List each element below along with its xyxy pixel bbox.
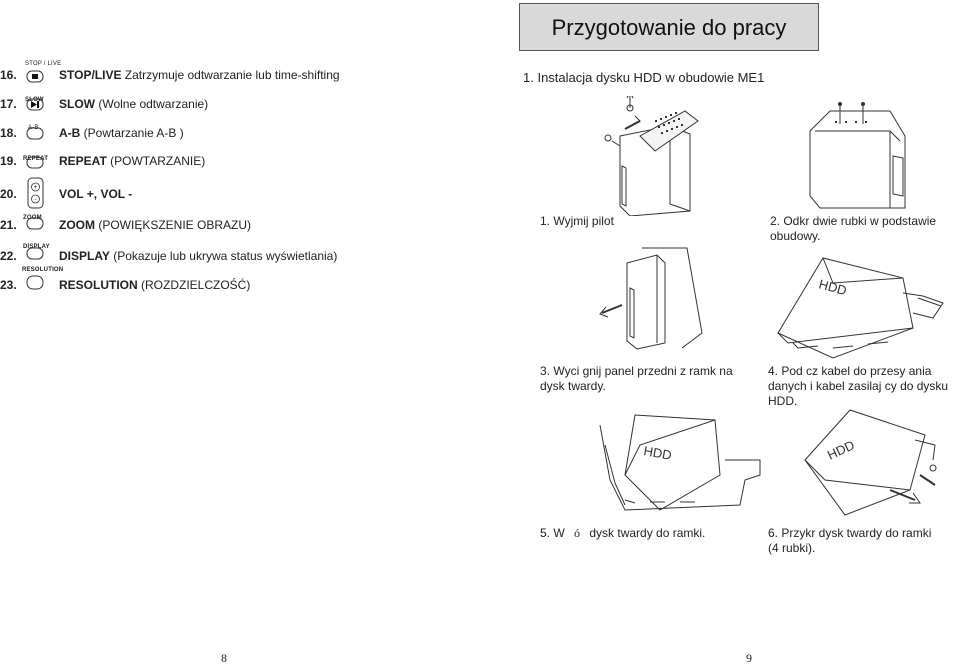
figure-insert-disk bbox=[595, 405, 770, 520]
icon-caption: REPEAT bbox=[23, 156, 49, 162]
page-number: 8 bbox=[221, 651, 227, 665]
item-label: REPEAT bbox=[59, 154, 107, 168]
item-number: 22. bbox=[0, 249, 17, 263]
item-number: 20. bbox=[0, 187, 17, 201]
caption-step-1: 1. Wyjmij pilot bbox=[540, 214, 614, 228]
list-item bbox=[0, 122, 500, 144]
caption-step-2-cont: obudowy. bbox=[770, 229, 821, 243]
item-label: VOL +, VOL - bbox=[59, 187, 133, 201]
icon-caption: STOP / LIVE bbox=[25, 61, 62, 67]
item-label: DISPLAY bbox=[59, 249, 110, 263]
item-number: 23. bbox=[0, 278, 17, 292]
list-item bbox=[0, 267, 500, 296]
svg-text:-: - bbox=[34, 197, 37, 203]
item-label: SLOW bbox=[59, 97, 95, 111]
item-description: (Powtarzanie A-B ) bbox=[80, 126, 184, 140]
slow-button-icon bbox=[22, 93, 48, 115]
caption-step-3: 3. Wyci gnij panel przedni z ramk na bbox=[540, 364, 733, 378]
item-description: (POWIĘKSZENIE OBRAZU) bbox=[95, 218, 252, 232]
hdd-label: HDD bbox=[642, 443, 673, 463]
item-label: STOP/LIVE bbox=[59, 68, 122, 82]
icon-caption: A-B bbox=[28, 125, 39, 131]
svg-text:+: + bbox=[33, 185, 38, 191]
figure-screw-disk bbox=[795, 405, 945, 520]
item-description: Zatrzymuje odtwarzanie lub time-shifting bbox=[121, 68, 340, 82]
item-description: (ROZDZIELCZOŚĆ) bbox=[137, 278, 251, 292]
caption-step-5-start: 5. W bbox=[540, 526, 565, 540]
item-description: (Pokazuje lub ukrywa status wyświetlania) bbox=[109, 249, 338, 263]
figure-pull-front-panel bbox=[597, 243, 707, 353]
item-label: A-B bbox=[59, 126, 81, 140]
item-number: 17. bbox=[0, 97, 17, 111]
item-text bbox=[59, 214, 251, 236]
list-item bbox=[0, 61, 500, 86]
item-text bbox=[59, 93, 208, 115]
icon-caption: RESOLUTION bbox=[22, 267, 64, 273]
caption-step-5 bbox=[540, 526, 705, 541]
item-description: (POWTARZANIE) bbox=[106, 154, 206, 168]
icon-caption: DISPLAY bbox=[23, 244, 50, 250]
caption-step-5-glyph: ó bbox=[574, 526, 581, 540]
hdd-label: HDD bbox=[817, 276, 849, 299]
caption-step-4-cont: danych i kabel zasilaj cy do dysku bbox=[768, 379, 949, 393]
caption-step-5-end: dysk twardy do ramki. bbox=[589, 526, 706, 540]
item-label: RESOLUTION bbox=[59, 278, 138, 292]
caption-step-6: 6. Przykr dysk twardy do ramki bbox=[768, 526, 932, 540]
item-text bbox=[59, 245, 337, 267]
caption-step-2: 2. Odkr dwie rubki w podstawie bbox=[770, 214, 937, 228]
item-number: 19. bbox=[0, 154, 17, 168]
figure-remove-remote bbox=[600, 96, 700, 216]
a-b-button-icon bbox=[22, 122, 48, 144]
list-item bbox=[0, 214, 500, 236]
caption-step-3-cont: dysk twardy. bbox=[540, 379, 606, 393]
icon-caption: SLOW bbox=[25, 97, 44, 103]
stop-live-button-icon bbox=[22, 61, 62, 86]
item-text bbox=[59, 183, 132, 205]
volume-buttons-icon bbox=[22, 175, 48, 211]
item-description: (Wolne odtwarzanie) bbox=[95, 97, 209, 111]
item-label: ZOOM bbox=[59, 218, 95, 232]
page-number: 9 bbox=[746, 651, 752, 665]
item-text bbox=[59, 64, 340, 86]
item-number: 18. bbox=[0, 126, 17, 140]
list-item bbox=[0, 93, 500, 115]
hdd-label: HDD bbox=[824, 437, 857, 463]
figure-unscrew-base bbox=[805, 96, 915, 211]
list-item bbox=[0, 245, 500, 267]
caption-step-4-cont2: HDD. bbox=[768, 394, 798, 408]
section-heading: 1. Instalacja dysku HDD w obudowie ME1 bbox=[523, 70, 765, 85]
item-text bbox=[59, 274, 250, 296]
item-text bbox=[59, 150, 205, 172]
list-item bbox=[0, 183, 500, 205]
figure-connect-cables bbox=[773, 248, 953, 360]
list-item bbox=[0, 150, 500, 172]
icon-caption: ZOOM bbox=[23, 215, 42, 221]
item-number: 16. bbox=[0, 68, 17, 82]
caption-step-4: 4. Pod cz kabel do przesy ania bbox=[768, 364, 932, 378]
caption-step-6-cont: (4 rubki). bbox=[768, 541, 816, 555]
item-text bbox=[59, 122, 184, 144]
resolution-button-icon bbox=[22, 267, 64, 296]
repeat-button-icon bbox=[22, 150, 48, 172]
page-title: Przygotowanie do pracy bbox=[519, 3, 819, 51]
zoom-button-icon bbox=[22, 214, 48, 236]
item-number: 21. bbox=[0, 218, 17, 232]
